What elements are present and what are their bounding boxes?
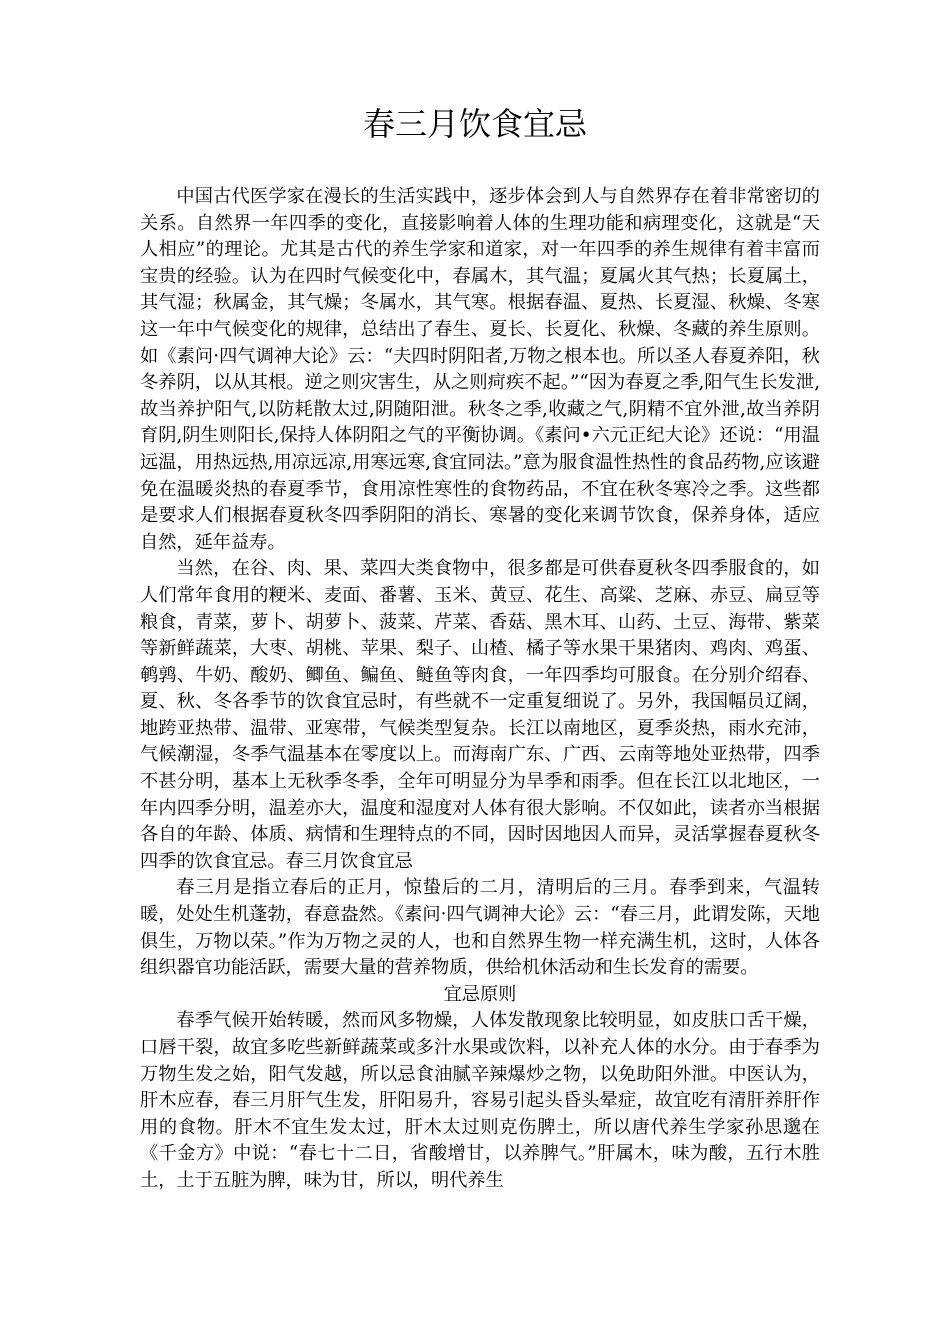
paragraph-spring: 春三月是指立春后的正月，惊蛰后的二月，清明后的三月。春季到来，气温转暖，处处生机蓬勃，春意盎然。《素问·四气调神大论》云：“春三月，此谓发陈，天地俱生，万物以荣。”作为万物之灵的人，也和自然界生物一样充满生机，这时，人体各组织器官功能活跃，需要大量的营养物质，供给机休活动和生长发育的需要。 <box>140 877 820 979</box>
paragraph-foods: 当然，在谷、肉、果、菜四大类食物中，很多都是可供春夏秋冬四季服食的，如人们常年食用的粳米、麦面、番薯、玉米、黄豆、花生、高粱、芝麻、赤豆、扁豆等粮食，青菜，萝卜、胡萝卜、菠菜、芹菜、香菇、黑木耳、山药、土豆、海带、紫菜等新鲜蔬菜，大枣、胡桃、苹果、梨子、山楂、橘子等水果干果猪肉、鸡肉、鸡蛋、鹌鹑、牛奶、酸奶、鲫鱼、鳊鱼、鲢鱼等肉食，一年四季均可服食。在分别介绍春、夏、秋、冬各季节的饮食宜忌时，有些就不一定重复细说了。另外，我国幅员辽阔，地跨亚热带、温带、亚寒带，气候类型复杂。长江以南地区，夏季炎热，雨水充沛，气候潮湿，冬季气温基本在零度以上。而海南广东、广西、云南等地处亚热带，四季不甚分明，基本上无秋季冬季，全年可明显分为旱季和雨季。但在长江以北地区，一年内四季分明，温差亦大，温度和湿度对人体有很大影响。不仅如此，读者亦当根据各自的年龄、体质、病情和生理特点的不同，因时因地因人而异，灵活掌握春夏秋冬四季的饮食宜忌。春三月饮食宜忌 <box>140 558 820 872</box>
page-title: 春三月饮食宜忌 <box>362 105 587 143</box>
paragraph-intro: 中国古代医学家在漫长的生活实践中，逐步体会到人与自然界存在着非常密切的关系。自然界一年四季的变化，直接影响着人体的生理功能和病理变化，这就是“天人相应”的理论。尤其是古代的养生学家和道家，对一年四季的养生规律有着丰富而宝贵的经验。认为在四时气候变化中，春属木，其气温；夏属火其气热；长夏属土，其气湿；秋属金，其气燥；冬属水，其气寒。根据春温、夏热、长夏湿、秋燥、冬寒这一年中气候变化的规律，总结出了春生、夏长、长夏化、秋燥、冬藏的养生原则。如《素问·四气调神大论》云：“夫四时阴阳者,万物之根本也。所以圣人春夏养阳，秋冬养阴，以从其根。逆之则灾害生，从之则疴疾不起。”“因为春夏之季,阳气生长发泄,故当养护阳气,以防耗散太过,阴随阳泄。秋冬之季,收藏之气,阴精不宜外泄,故当养阴育阴,阴生则阳长,保持人体阴阳之气的平衡协调。《素问•六元正纪大论》还说：“用温远温，用热远热,用凉远凉,用寒远寒,食宜同法。”意为服食温性热性的食品药物,应该避免在温暖炎热的春夏季节，食用凉性寒性的食物药品，不宜在秋冬寒冷之季。这些都是要求人们根据春夏秋冬四季阴阳的消长、寒暑的变化来调节饮食，保养身体，适应自然，延年益寿。 <box>140 186 820 553</box>
document-body <box>140 184 820 1195</box>
section-heading: 宜忌原则 <box>443 983 517 1005</box>
paragraph-principles: 春季气候开始转暖，然而风多物燥，人体发散现象比较明显，如皮肤口舌干燥，口唇干裂，故宜多吃些新鲜蔬菜或多汁水果或饮料，以补充人体的水分。由于春季为万物生发之始，阳气发越，所以忌食油腻辛辣爆炒之物，以免助阳外泄。中医认为，肝木应春，春三月肝气生发，肝阳易升，容易引起头昏头晕症，故宜吃有清肝养肝作用的食物。肝木不宜生发太过，肝木太过则克伤脾土，所以唐代养生学家孙思邈在《千金方》中说：“春七十二日，省酸增甘，以养脾气。”肝属木，味为酸，五行木胜土，土于五脏为脾，味为甘，所以，明代养生 <box>140 1010 820 1191</box>
